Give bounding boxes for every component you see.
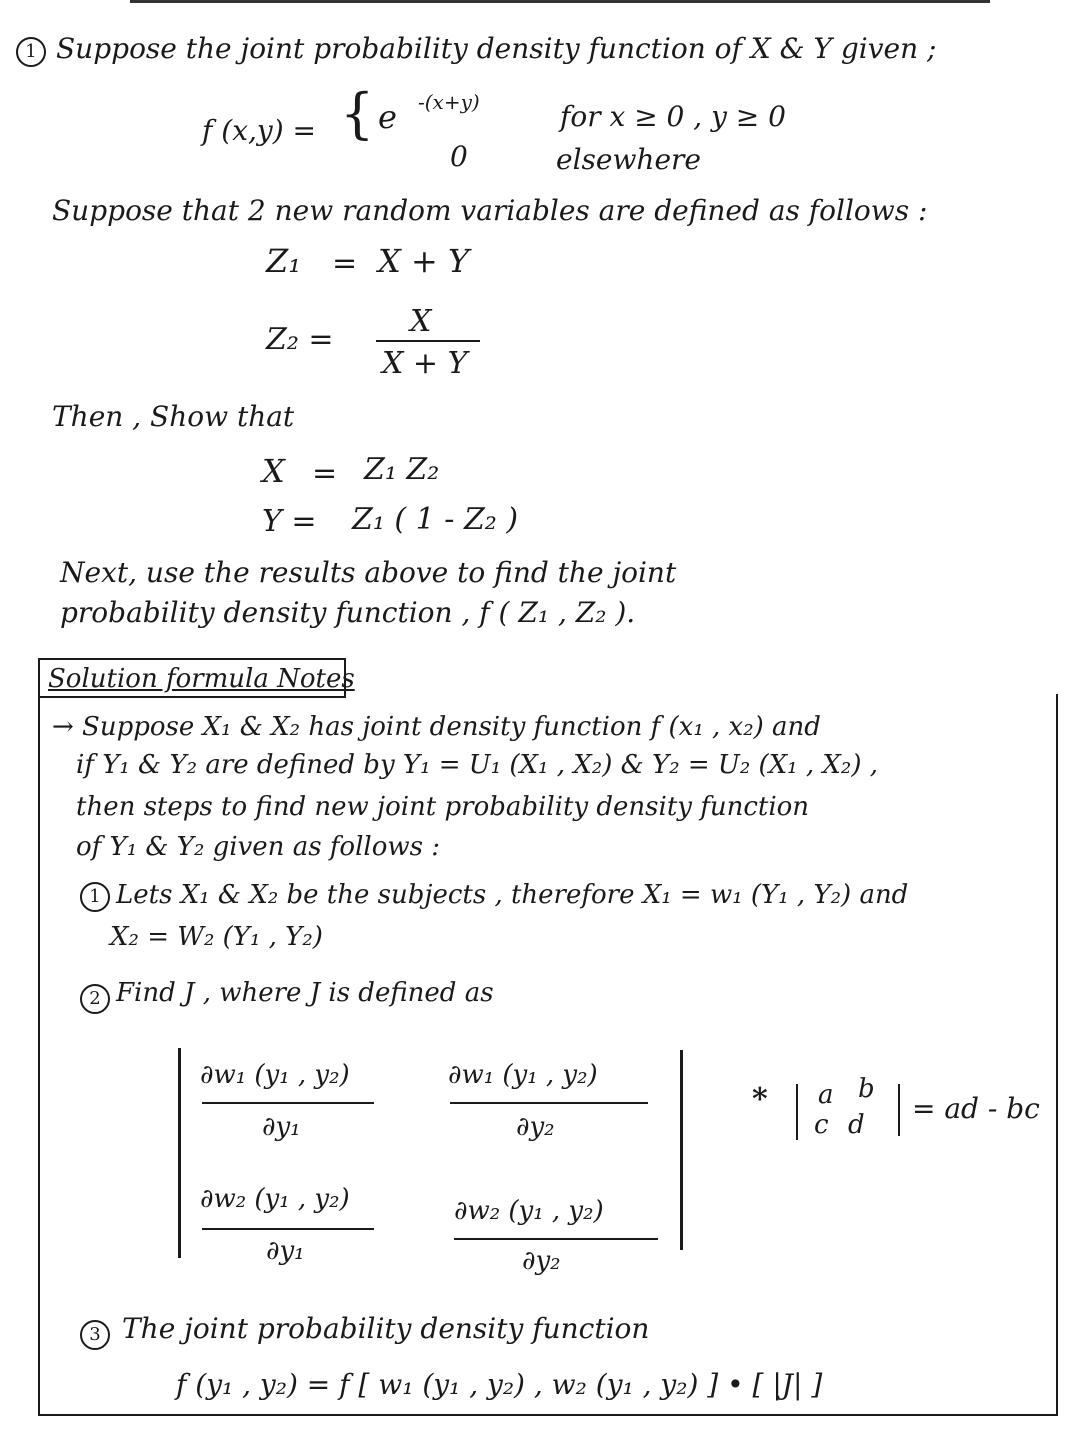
- x-rhs: Z₁ Z₂: [364, 452, 440, 487]
- jacobian-right-bar: [680, 1050, 683, 1250]
- j11-denominator: ∂y₁: [262, 1112, 301, 1142]
- z2-lhs: Z₂ =: [266, 322, 334, 357]
- notes-line2: if Y₁ & Y₂ are defined by Y₁ = U₁ (X₁ , X₂) & Y₂ = U₂ (X₁ , X₂) ,: [76, 750, 879, 780]
- j21-numerator: ∂w₂ (y₁ , y₂): [200, 1184, 350, 1214]
- pdf-case2-condition: elsewhere: [556, 143, 701, 176]
- step2-circle: [80, 984, 110, 1014]
- z2-fraction-bar: [376, 340, 480, 342]
- step1-number: 1: [89, 886, 101, 907]
- notes-line3: then steps to find new joint probability density function: [76, 792, 810, 822]
- step1-circle: [80, 882, 110, 912]
- z2-denominator: X + Y: [382, 346, 468, 381]
- j12-fraction-bar: [450, 1102, 648, 1104]
- step2-text: Find J , where J is defined as: [116, 978, 494, 1008]
- j12-numerator: ∂w₁ (y₁ , y₂): [448, 1060, 598, 1090]
- det-right-bar: [898, 1084, 900, 1136]
- step1-line1: Lets X₁ & X₂ be the subjects , therefore X₁ = w₁ (Y₁ , Y₂) and: [116, 880, 909, 910]
- pdf-case1-condition: for x ≥ 0 , y ≥ 0: [560, 100, 786, 133]
- next-instruction-line2: probability density function , f ( Z₁ , Z₂ ).: [60, 596, 636, 629]
- transform-intro: Suppose that 2 new random variables are defined as follows :: [52, 194, 928, 227]
- cases-brace: {: [340, 82, 375, 145]
- det-d: d: [848, 1110, 865, 1140]
- notes-line4: of Y₁ & Y₂ given as follows :: [76, 832, 440, 862]
- step2-number: 2: [89, 988, 101, 1009]
- problem-intro: Suppose the joint probability density function of X & Y given ;: [56, 32, 937, 65]
- x-eq: =: [312, 456, 338, 491]
- notes-line1: → Suppose X₁ & X₂ has joint density function f (x₁ , x₂) and: [52, 712, 821, 742]
- show-intro: Then , Show that: [52, 400, 295, 433]
- problem-number: 1: [25, 41, 37, 62]
- z1-lhs: Z₁: [266, 242, 302, 280]
- notes-title: Solution formula Notes: [48, 664, 355, 694]
- step1-line2: X₂ = W₂ (Y₁ , Y₂): [110, 922, 323, 952]
- next-instruction-line1: Next, use the results above to find the joint: [60, 556, 677, 589]
- pdf-case1-exponent: -(x+y): [418, 90, 480, 114]
- j21-denominator: ∂y₁: [266, 1236, 305, 1266]
- top-border-line: [130, 0, 990, 3]
- y-lhs: Y =: [262, 504, 317, 539]
- det-result: = ad - bc: [912, 1092, 1040, 1125]
- problem-number-circle: [16, 37, 46, 67]
- j11-numerator: ∂w₁ (y₁ , y₂): [200, 1060, 350, 1090]
- j11-fraction-bar: [202, 1102, 374, 1104]
- z1-eq: =: [332, 246, 358, 281]
- pdf-case1-expr: e: [378, 98, 397, 136]
- jacobian-left-bar: [178, 1048, 181, 1258]
- j22-fraction-bar: [454, 1238, 658, 1240]
- step3-number: 3: [89, 1324, 101, 1345]
- step3-circle: [80, 1320, 110, 1350]
- det-c: c: [814, 1110, 829, 1140]
- det-star: *: [752, 1082, 768, 1117]
- j12-denominator: ∂y₂: [516, 1112, 555, 1142]
- det-a: a: [818, 1080, 834, 1110]
- z2-numerator: X: [410, 304, 432, 339]
- j22-numerator: ∂w₂ (y₁ , y₂): [454, 1196, 604, 1226]
- pdf-lhs: f (x,y) =: [202, 114, 316, 147]
- step3-text: The joint probability density function: [122, 1312, 650, 1345]
- j21-fraction-bar: [202, 1228, 374, 1230]
- step3-formula: f (y₁ , y₂) = f [ w₁ (y₁ , y₂) , w₂ (y₁ , y₂) ] • [ |J| ]: [176, 1368, 823, 1401]
- x-lhs: X: [262, 452, 285, 490]
- j22-denominator: ∂y₂: [522, 1246, 561, 1276]
- z1-rhs: X + Y: [378, 242, 470, 280]
- y-rhs: Z₁ ( 1 - Z₂ ): [352, 502, 519, 537]
- det-b: b: [858, 1074, 875, 1104]
- pdf-case2-expr: 0: [450, 140, 468, 173]
- det-left-bar: [796, 1084, 798, 1140]
